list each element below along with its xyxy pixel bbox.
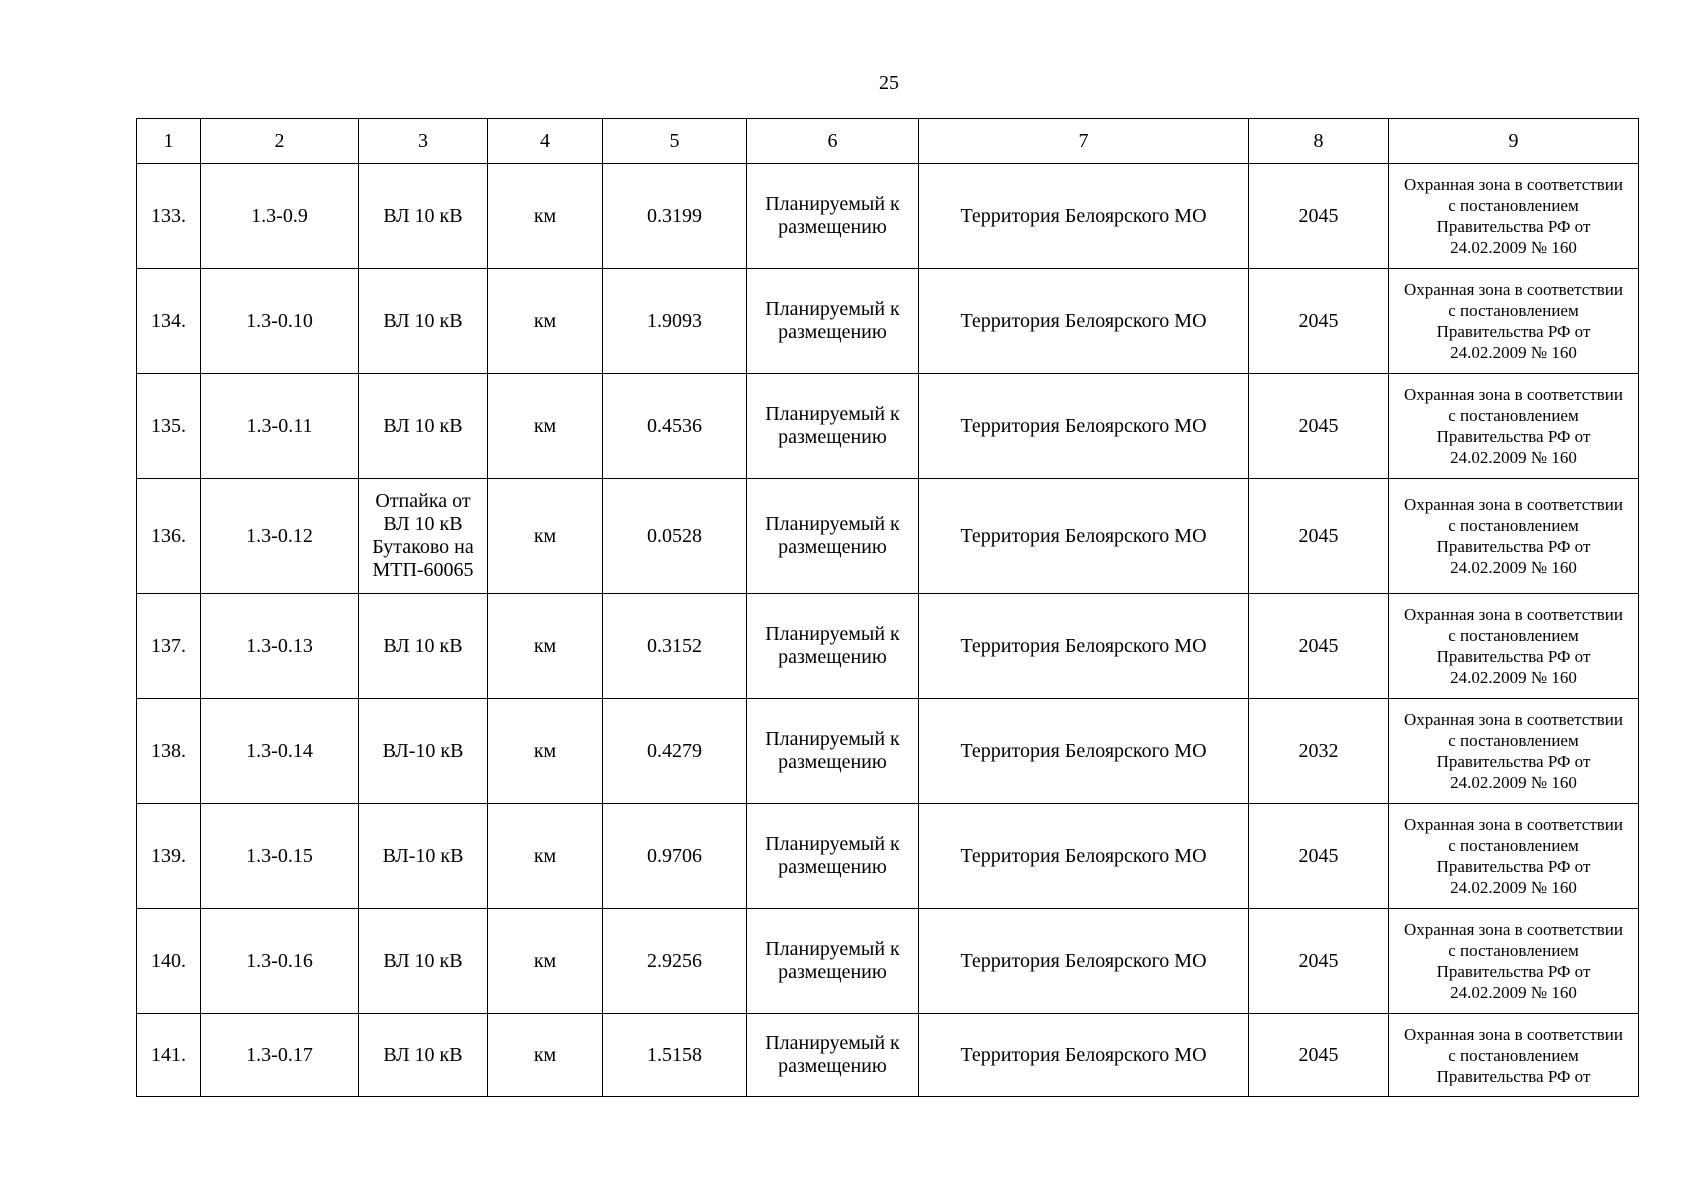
status-cell: Планируемый к размещению — [747, 374, 919, 479]
table-header-row — [137, 119, 1639, 164]
row-number-cell: 135. — [137, 374, 201, 479]
table-row — [137, 164, 1639, 269]
row-number-cell: 136. — [137, 479, 201, 594]
table-row — [137, 909, 1639, 1014]
header-cell: 9 — [1389, 119, 1639, 164]
status-cell: Планируемый к размещению — [747, 479, 919, 594]
header-cell: 4 — [488, 119, 603, 164]
territory-cell: Территория Белоярского МО — [919, 164, 1249, 269]
zone-cell: Охранная зона в соответствии с постановлением Правительства РФ от 24.02.2009 № 160 — [1389, 269, 1639, 374]
year-cell: 2045 — [1249, 164, 1389, 269]
territory-cell: Территория Белоярского МО — [919, 269, 1249, 374]
object-name-cell: ВЛ 10 кВ — [359, 374, 488, 479]
value-cell: 1.9093 — [603, 269, 747, 374]
year-cell: 2045 — [1249, 804, 1389, 909]
table-row — [137, 699, 1639, 804]
header-cell: 3 — [359, 119, 488, 164]
unit-cell: км — [488, 804, 603, 909]
status-cell: Планируемый к размещению — [747, 804, 919, 909]
object-name-cell: ВЛ-10 кВ — [359, 804, 488, 909]
territory-cell: Территория Белоярского МО — [919, 374, 1249, 479]
unit-cell: км — [488, 909, 603, 1014]
object-name-cell: ВЛ-10 кВ — [359, 699, 488, 804]
row-number-cell: 140. — [137, 909, 201, 1014]
document-table — [136, 118, 1639, 1097]
value-cell: 0.3199 — [603, 164, 747, 269]
status-cell: Планируемый к размещению — [747, 909, 919, 1014]
code-cell: 1.3-0.15 — [201, 804, 359, 909]
table-row — [137, 594, 1639, 699]
year-cell: 2045 — [1249, 374, 1389, 479]
table-row — [137, 269, 1639, 374]
year-cell: 2045 — [1249, 269, 1389, 374]
header-cell: 6 — [747, 119, 919, 164]
year-cell: 2045 — [1249, 1014, 1389, 1097]
unit-cell: км — [488, 269, 603, 374]
year-cell: 2045 — [1249, 909, 1389, 1014]
zone-cell: Охранная зона в соответствии с постановлением Правительства РФ от 24.02.2009 № 160 — [1389, 479, 1639, 594]
code-cell: 1.3-0.9 — [201, 164, 359, 269]
territory-cell: Территория Белоярского МО — [919, 1014, 1249, 1097]
year-cell: 2032 — [1249, 699, 1389, 804]
code-cell: 1.3-0.11 — [201, 374, 359, 479]
page-number: 25 — [879, 72, 899, 94]
zone-cell: Охранная зона в соответствии с постановлением Правительства РФ от 24.02.2009 № 160 — [1389, 594, 1639, 699]
row-number-cell: 141. — [137, 1014, 201, 1097]
row-number-cell: 134. — [137, 269, 201, 374]
zone-cell: Охранная зона в соответствии с постановлением Правительства РФ от 24.02.2009 № 160 — [1389, 374, 1639, 479]
value-cell: 0.3152 — [603, 594, 747, 699]
territory-cell: Территория Белоярского МО — [919, 594, 1249, 699]
value-cell: 0.4536 — [603, 374, 747, 479]
object-name-cell: Отпайка от ВЛ 10 кВ Бутаково на МТП-60065 — [359, 479, 488, 594]
territory-cell: Территория Белоярского МО — [919, 804, 1249, 909]
table-row — [137, 479, 1639, 594]
status-cell: Планируемый к размещению — [747, 164, 919, 269]
territory-cell: Территория Белоярского МО — [919, 909, 1249, 1014]
object-name-cell: ВЛ 10 кВ — [359, 594, 488, 699]
unit-cell: км — [488, 164, 603, 269]
table-row — [137, 1014, 1639, 1097]
code-cell: 1.3-0.16 — [201, 909, 359, 1014]
header-cell: 7 — [919, 119, 1249, 164]
year-cell: 2045 — [1249, 479, 1389, 594]
zone-cell: Охранная зона в соответствии с постановлением Правительства РФ от 24.02.2009 № 160 — [1389, 164, 1639, 269]
status-cell: Планируемый к размещению — [747, 699, 919, 804]
zone-cell: Охранная зона в соответствии с постановлением Правительства РФ от — [1389, 1014, 1639, 1097]
object-name-cell: ВЛ 10 кВ — [359, 269, 488, 374]
unit-cell: км — [488, 1014, 603, 1097]
value-cell: 0.0528 — [603, 479, 747, 594]
row-number-cell: 133. — [137, 164, 201, 269]
row-number-cell: 137. — [137, 594, 201, 699]
code-cell: 1.3-0.14 — [201, 699, 359, 804]
header-cell: 5 — [603, 119, 747, 164]
zone-cell: Охранная зона в соответствии с постановлением Правительства РФ от 24.02.2009 № 160 — [1389, 909, 1639, 1014]
table-row — [137, 804, 1639, 909]
table-row — [137, 374, 1639, 479]
code-cell: 1.3-0.12 — [201, 479, 359, 594]
status-cell: Планируемый к размещению — [747, 594, 919, 699]
object-name-cell: ВЛ 10 кВ — [359, 909, 488, 1014]
header-cell: 1 — [137, 119, 201, 164]
status-cell: Планируемый к размещению — [747, 269, 919, 374]
status-cell: Планируемый к размещению — [747, 1014, 919, 1097]
value-cell: 0.9706 — [603, 804, 747, 909]
row-number-cell: 138. — [137, 699, 201, 804]
header-cell: 8 — [1249, 119, 1389, 164]
year-cell: 2045 — [1249, 594, 1389, 699]
code-cell: 1.3-0.10 — [201, 269, 359, 374]
header-cell: 2 — [201, 119, 359, 164]
territory-cell: Территория Белоярского МО — [919, 699, 1249, 804]
object-name-cell: ВЛ 10 кВ — [359, 164, 488, 269]
value-cell: 1.5158 — [603, 1014, 747, 1097]
unit-cell: км — [488, 479, 603, 594]
code-cell: 1.3-0.17 — [201, 1014, 359, 1097]
code-cell: 1.3-0.13 — [201, 594, 359, 699]
unit-cell: км — [488, 594, 603, 699]
value-cell: 0.4279 — [603, 699, 747, 804]
value-cell: 2.9256 — [603, 909, 747, 1014]
row-number-cell: 139. — [137, 804, 201, 909]
unit-cell: км — [488, 374, 603, 479]
zone-cell: Охранная зона в соответствии с постановлением Правительства РФ от 24.02.2009 № 160 — [1389, 804, 1639, 909]
territory-cell: Территория Белоярского МО — [919, 479, 1249, 594]
zone-cell: Охранная зона в соответствии с постановлением Правительства РФ от 24.02.2009 № 160 — [1389, 699, 1639, 804]
object-name-cell: ВЛ 10 кВ — [359, 1014, 488, 1097]
unit-cell: км — [488, 699, 603, 804]
